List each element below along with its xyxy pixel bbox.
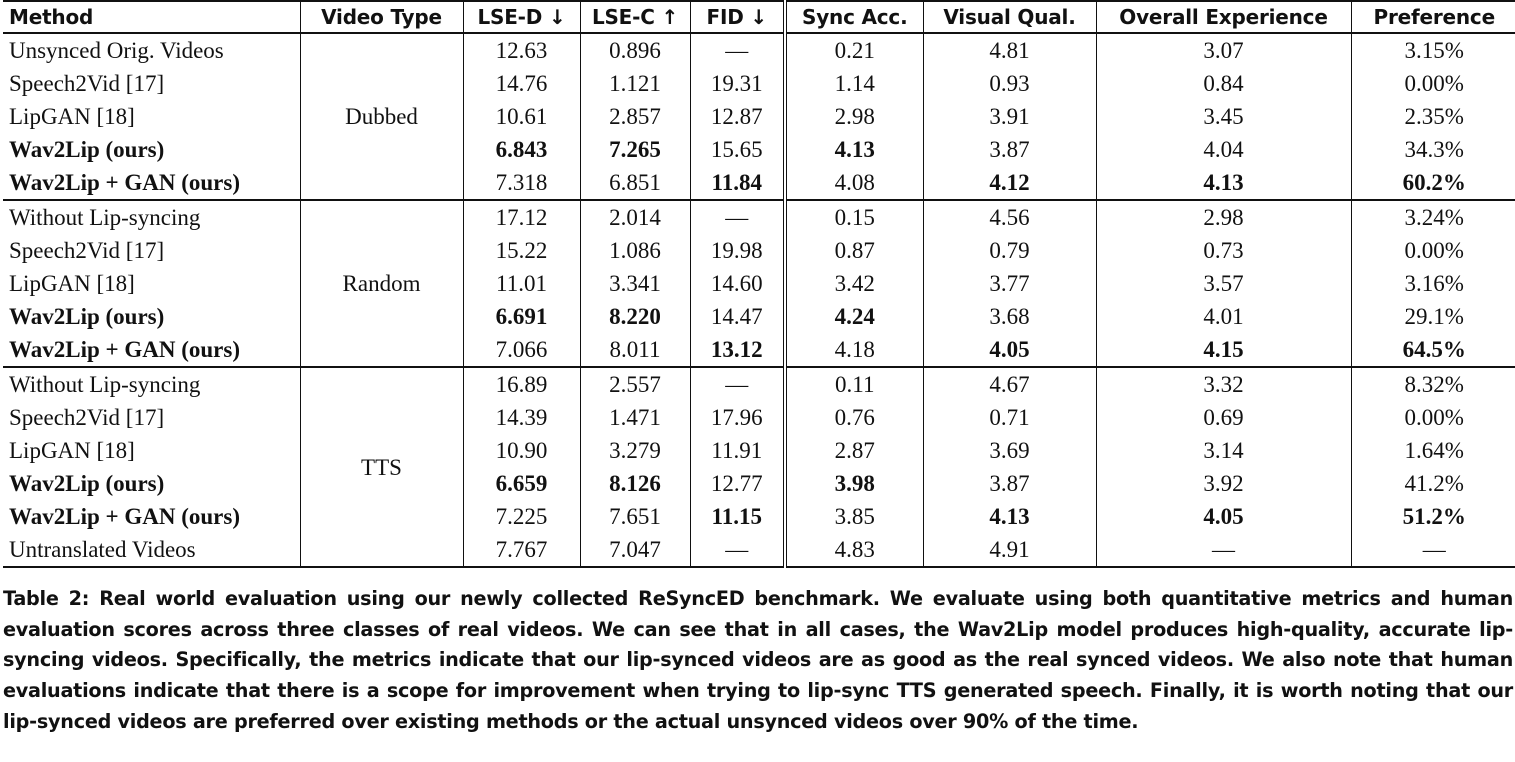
- cell-preference: 3.16%: [1351, 267, 1515, 300]
- cell-preference: 51.2%: [1351, 500, 1515, 533]
- cell-sync-acc: 4.08: [785, 166, 923, 200]
- cell-lse-d: 11.01: [463, 267, 580, 300]
- cell-visual-qual: 4.56: [923, 200, 1096, 234]
- cell-fid: —: [690, 533, 785, 567]
- cell-preference: 0.00%: [1351, 67, 1515, 100]
- cell-lse-c: 7.265: [580, 133, 690, 166]
- cell-overall: 0.84: [1096, 67, 1351, 100]
- table-row: [3, 533, 1515, 567]
- cell-visual-qual: 4.12: [923, 166, 1096, 200]
- cell-overall: 0.73: [1096, 234, 1351, 267]
- cell-lse-c: 8.011: [580, 333, 690, 367]
- cell-method: Wav2Lip (ours): [9, 137, 165, 162]
- cell-lse-c: 3.279: [580, 434, 690, 467]
- cell-method: Wav2Lip + GAN (ours): [9, 504, 240, 529]
- cell-sync-acc: 0.76: [785, 401, 923, 434]
- cell-visual-qual: 4.91: [923, 533, 1096, 567]
- table-row: [3, 67, 1515, 100]
- cell-sync-acc: 2.87: [785, 434, 923, 467]
- cell-sync-acc: 4.13: [785, 133, 923, 166]
- cell-method: LipGAN [18]: [9, 104, 135, 129]
- cell-visual-qual: 0.79: [923, 234, 1096, 267]
- cell-visual-qual: 3.87: [923, 467, 1096, 500]
- cell-fid: 17.96: [690, 401, 785, 434]
- cell-fid: 12.87: [690, 100, 785, 133]
- cell-lse-c: 1.086: [580, 234, 690, 267]
- cell-lse-c: 7.047: [580, 533, 690, 567]
- cell-preference: 60.2%: [1351, 166, 1515, 200]
- cell-overall: 4.15: [1096, 333, 1351, 367]
- cell-lse-c: 7.651: [580, 500, 690, 533]
- cell-visual-qual: 3.77: [923, 267, 1096, 300]
- cell-visual-qual: 3.69: [923, 434, 1096, 467]
- cell-lse-c: 3.341: [580, 267, 690, 300]
- cell-fid: —: [690, 33, 785, 67]
- cell-fid: —: [690, 200, 785, 234]
- cell-sync-acc: 2.98: [785, 100, 923, 133]
- cell-preference: 29.1%: [1351, 300, 1515, 333]
- cell-lse-d: 14.76: [463, 67, 580, 100]
- cell-fid: 15.65: [690, 133, 785, 166]
- cell-preference: 64.5%: [1351, 333, 1515, 367]
- table-row: [3, 33, 1515, 67]
- header-sync-acc: Sync Acc.: [785, 1, 923, 33]
- cell-lse-d: 6.659: [463, 467, 580, 500]
- table-caption: Table 2: Real world evaluation using our newly collected ReSyncED benchmark. We evaluate using both quantitative metrics and human evaluation scores across three classes of real videos. We can see that in all cases, the Wav2Lip model produces high-quality, accurate lip-syncing videos. Specifically, the metrics indicate that our lip-synced videos are as good as the real synced videos. We also note that human evaluations indicate that there is a scope for improvement when trying to lip-sync TTS generated speech. Finally, it is worth noting that our lip-synced videos are preferred over existing methods or the actual unsynced videos over 90% of the time.: [3, 587, 1513, 733]
- cell-lse-c: 8.126: [580, 467, 690, 500]
- cell-preference: 2.35%: [1351, 100, 1515, 133]
- cell-method: Wav2Lip + GAN (ours): [3, 166, 300, 200]
- cell-preference: 41.2%: [1351, 467, 1515, 500]
- cell-sync-acc: 4.18: [785, 333, 923, 367]
- cell-method: Without Lip-syncing: [9, 372, 201, 397]
- cell-visual-qual: 4.13: [923, 500, 1096, 533]
- cell-lse-d: 10.61: [463, 100, 580, 133]
- cell-method: LipGAN [18]: [9, 271, 135, 296]
- cell-video-type: TTS: [300, 367, 463, 567]
- cell-fid: 13.12: [690, 333, 785, 367]
- cell-lse-d: 6.691: [463, 300, 580, 333]
- cell-overall: 3.57: [1096, 267, 1351, 300]
- cell-fid: 12.77: [690, 467, 785, 500]
- cell-overall: 3.92: [1096, 467, 1351, 500]
- results-table-container: [3, 0, 1515, 568]
- table-row: [3, 401, 1515, 434]
- header-visual-qual: Visual Qual.: [923, 1, 1096, 33]
- cell-sync-acc: 3.98: [785, 467, 923, 500]
- header-overall-experience: Overall Experience: [1096, 1, 1351, 33]
- cell-method: Wav2Lip (ours): [9, 471, 165, 496]
- cell-fid: —: [690, 367, 785, 401]
- cell-lse-d: 7.225: [463, 500, 580, 533]
- cell-preference: 1.64%: [1351, 434, 1515, 467]
- cell-lse-d: 7.318: [463, 166, 580, 200]
- cell-lse-d: 7.066: [463, 333, 580, 367]
- table-row: [3, 333, 1515, 367]
- cell-method: Unsynced Orig. Videos: [9, 38, 224, 63]
- cell-lse-c: 2.014: [580, 200, 690, 234]
- cell-lse-d: 17.12: [463, 200, 580, 234]
- table-row: [3, 434, 1515, 467]
- cell-lse-d: 15.22: [463, 234, 580, 267]
- cell-overall: 3.14: [1096, 434, 1351, 467]
- cell-sync-acc: 0.11: [785, 367, 923, 401]
- cell-visual-qual: 0.71: [923, 401, 1096, 434]
- header-fid: FID ↓: [690, 1, 785, 33]
- table-row: [3, 500, 1515, 533]
- table-row: [3, 300, 1515, 333]
- cell-sync-acc: 0.87: [785, 234, 923, 267]
- cell-overall: 3.45: [1096, 100, 1351, 133]
- header-row: [3, 1, 1515, 33]
- table-row: [3, 133, 1515, 166]
- cell-overall: 3.07: [1096, 33, 1351, 67]
- cell-visual-qual: 4.05: [923, 333, 1096, 367]
- cell-method: Speech2Vid [17]: [9, 238, 165, 263]
- cell-overall: 4.04: [1096, 133, 1351, 166]
- header-lse-c: LSE-C ↑: [580, 1, 690, 33]
- cell-fid: 11.84: [690, 166, 785, 200]
- cell-fid: 19.98: [690, 234, 785, 267]
- table-row: [3, 100, 1515, 133]
- cell-overall: 4.01: [1096, 300, 1351, 333]
- header-video-type: Video Type: [300, 1, 463, 33]
- cell-sync-acc: 4.24: [785, 300, 923, 333]
- cell-lse-d: 16.89: [463, 367, 580, 401]
- cell-lse-d: 10.90: [463, 434, 580, 467]
- cell-lse-d: 14.39: [463, 401, 580, 434]
- table-header: [3, 1, 1515, 33]
- cell-preference: 34.3%: [1351, 133, 1515, 166]
- cell-method: Speech2Vid [17]: [9, 71, 165, 96]
- cell-fid: 19.31: [690, 67, 785, 100]
- header-method: Method: [3, 1, 300, 33]
- table-row: [3, 200, 1515, 234]
- cell-video-type: Dubbed: [300, 33, 463, 200]
- cell-lse-c: 2.857: [580, 100, 690, 133]
- cell-lse-d: 7.767: [463, 533, 580, 567]
- cell-method: Wav2Lip + GAN (ours): [3, 333, 300, 367]
- cell-visual-qual: 3.91: [923, 100, 1096, 133]
- cell-preference: 0.00%: [1351, 401, 1515, 434]
- cell-sync-acc: 1.14: [785, 67, 923, 100]
- cell-preference: 0.00%: [1351, 234, 1515, 267]
- cell-lse-c: 1.121: [580, 67, 690, 100]
- cell-lse-c: 1.471: [580, 401, 690, 434]
- cell-overall: 4.05: [1096, 500, 1351, 533]
- cell-preference: 8.32%: [1351, 367, 1515, 401]
- cell-visual-qual: 4.81: [923, 33, 1096, 67]
- cell-overall: 3.32: [1096, 367, 1351, 401]
- cell-fid: 14.47: [690, 300, 785, 333]
- cell-lse-c: 8.220: [580, 300, 690, 333]
- cell-visual-qual: 3.68: [923, 300, 1096, 333]
- cell-overall: 2.98: [1096, 200, 1351, 234]
- header-lse-d: LSE-D ↓: [463, 1, 580, 33]
- cell-overall: 0.69: [1096, 401, 1351, 434]
- cell-lse-c: 2.557: [580, 367, 690, 401]
- cell-method: Speech2Vid [17]: [9, 405, 165, 430]
- cell-lse-c: 6.851: [580, 166, 690, 200]
- results-table: [3, 0, 1515, 568]
- table-row: [3, 467, 1515, 500]
- header-preference: Preference: [1351, 1, 1515, 33]
- table-row: [3, 367, 1515, 401]
- cell-preference: 3.15%: [1351, 33, 1515, 67]
- cell-preference: —: [1351, 533, 1515, 567]
- table-row: [3, 234, 1515, 267]
- cell-sync-acc: 3.42: [785, 267, 923, 300]
- cell-method: Without Lip-syncing: [9, 205, 201, 230]
- cell-preference: 3.24%: [1351, 200, 1515, 234]
- table-row: [3, 267, 1515, 300]
- cell-visual-qual: 3.87: [923, 133, 1096, 166]
- cell-sync-acc: 0.15: [785, 200, 923, 234]
- cell-overall: 4.13: [1096, 166, 1351, 200]
- cell-fid: 14.60: [690, 267, 785, 300]
- cell-sync-acc: 0.21: [785, 33, 923, 67]
- cell-visual-qual: 0.93: [923, 67, 1096, 100]
- cell-sync-acc: 4.83: [785, 533, 923, 567]
- cell-video-type: Random: [300, 200, 463, 367]
- table-body: [3, 33, 1515, 567]
- cell-method: Wav2Lip (ours): [9, 304, 165, 329]
- cell-method: LipGAN [18]: [9, 438, 135, 463]
- cell-lse-c: 0.896: [580, 33, 690, 67]
- cell-lse-d: 6.843: [463, 133, 580, 166]
- cell-overall: —: [1096, 533, 1351, 567]
- table-row: [3, 166, 1515, 200]
- cell-lse-d: 12.63: [463, 33, 580, 67]
- cell-fid: 11.15: [690, 500, 785, 533]
- cell-visual-qual: 4.67: [923, 367, 1096, 401]
- cell-sync-acc: 3.85: [785, 500, 923, 533]
- cell-fid: 11.91: [690, 434, 785, 467]
- cell-method: Untranslated Videos: [3, 533, 300, 567]
